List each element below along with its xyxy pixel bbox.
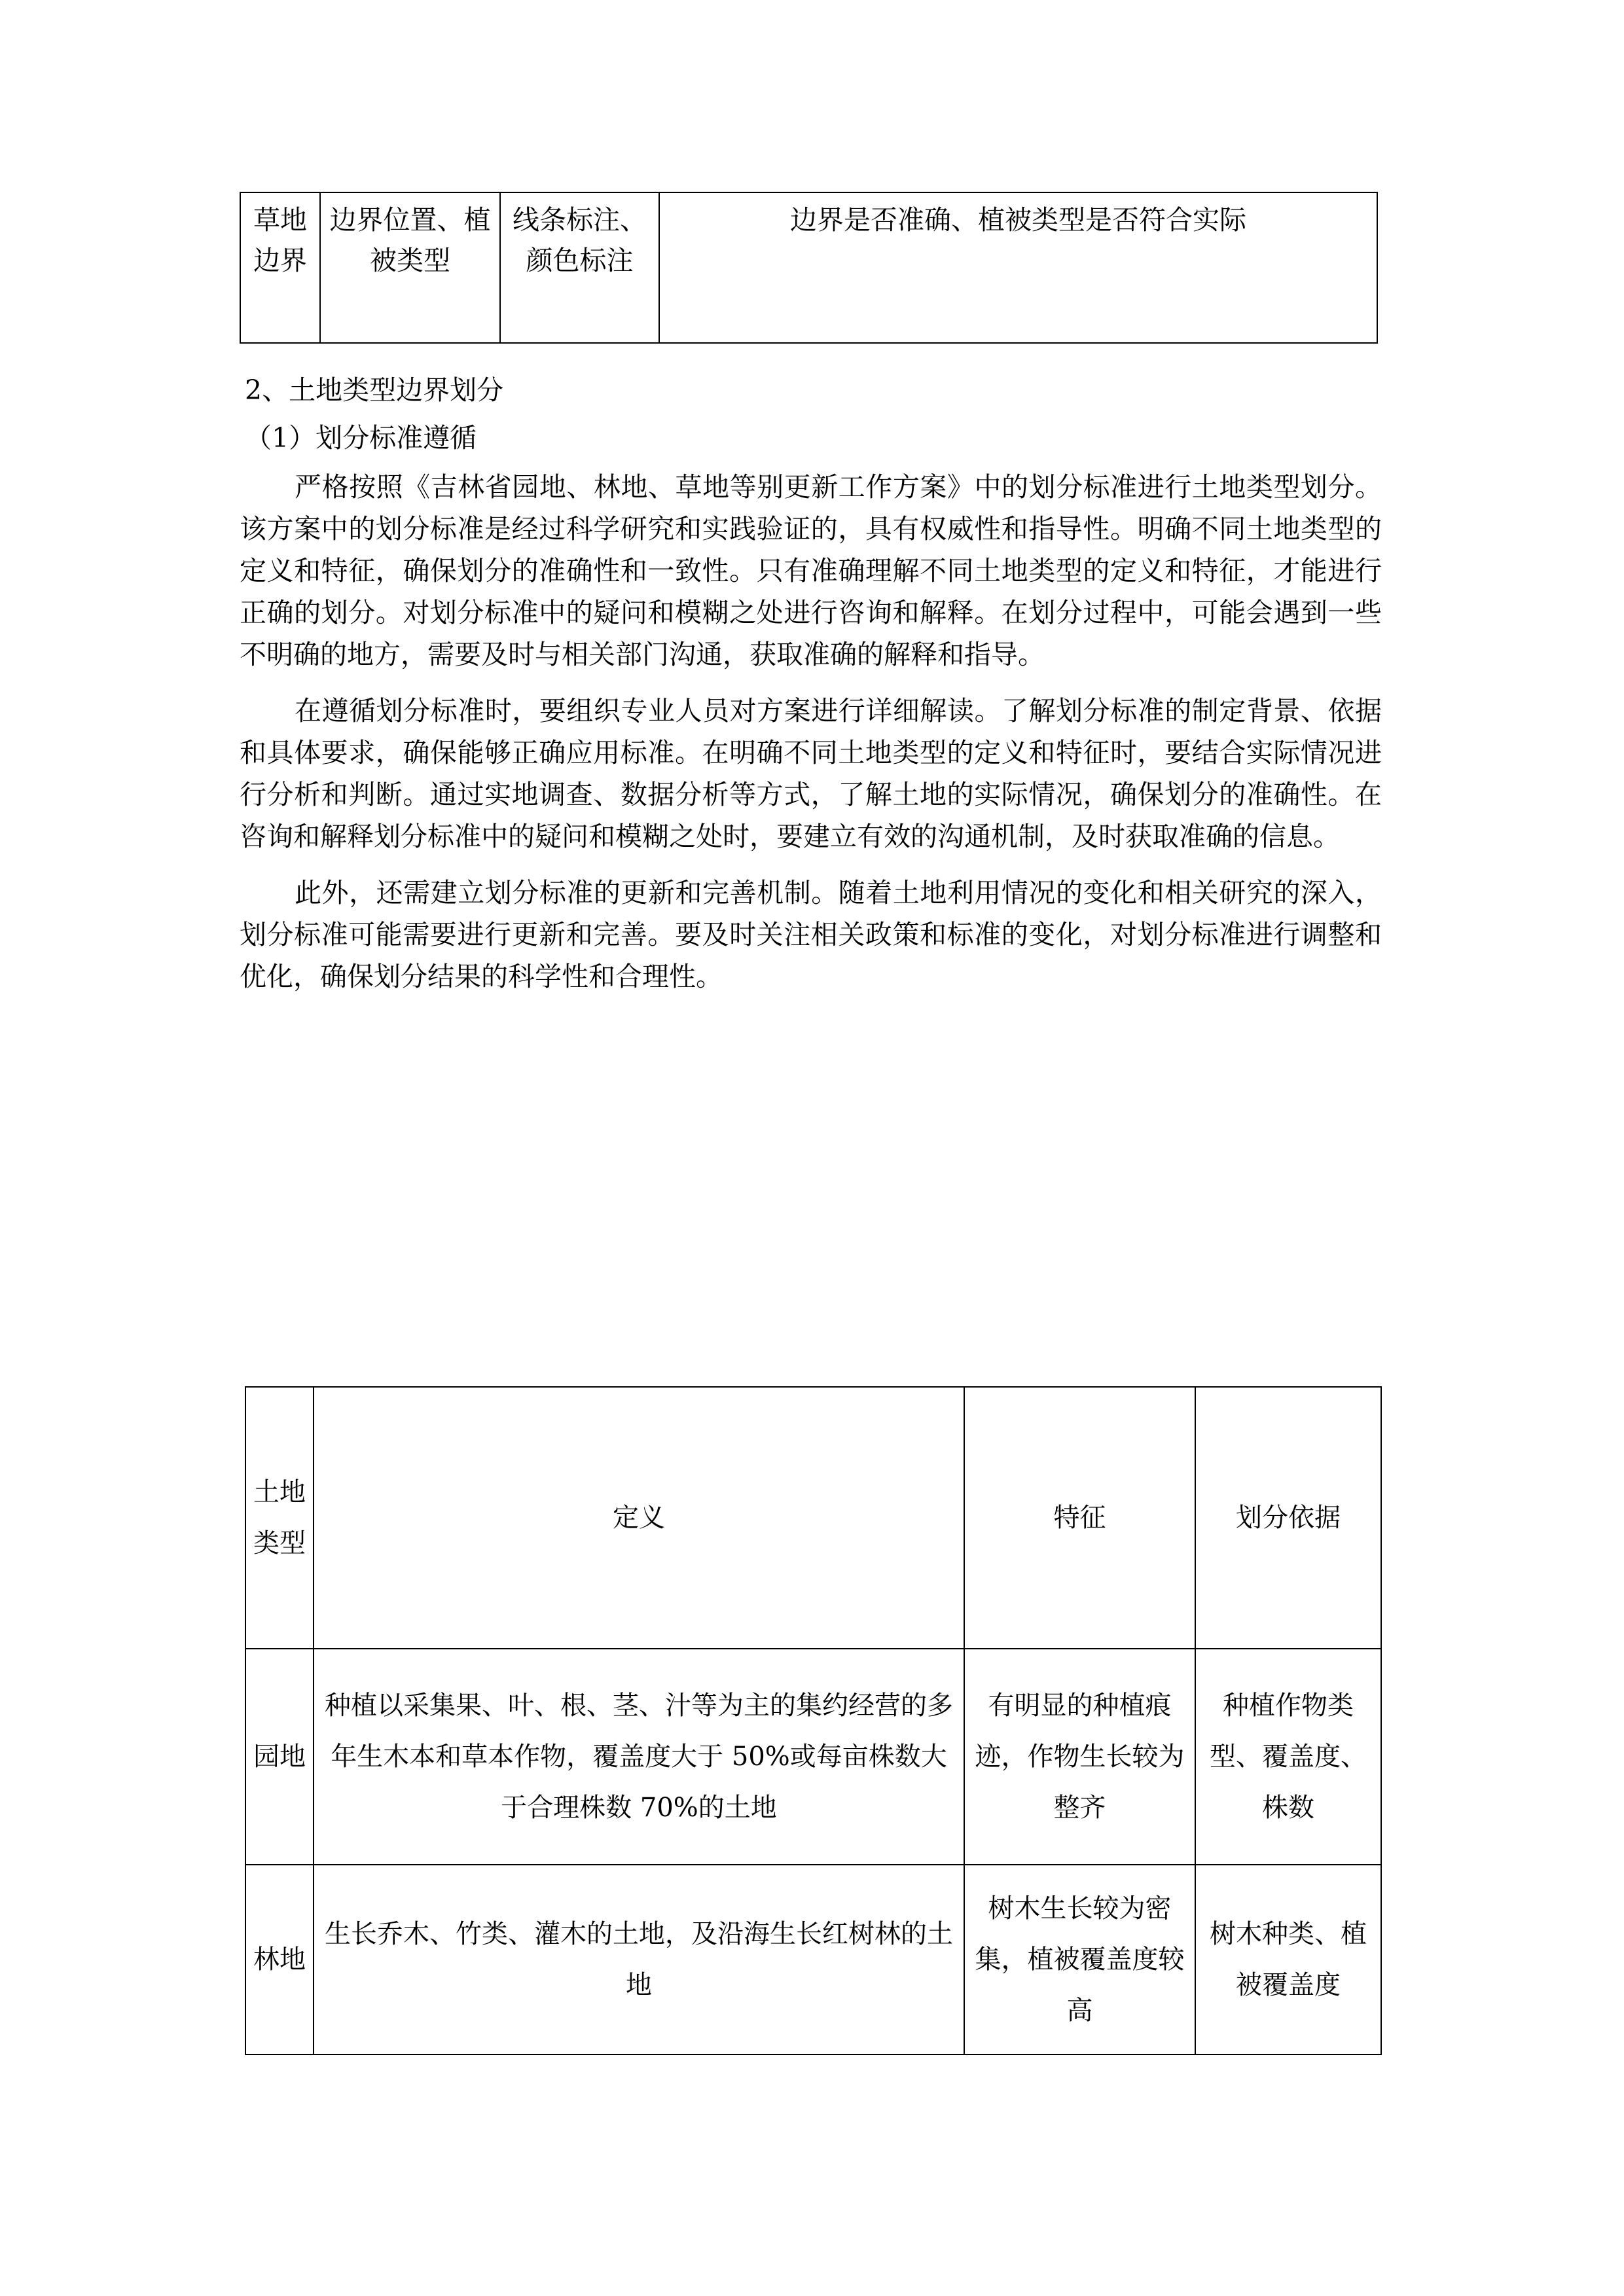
header-feature: 特征	[964, 1387, 1195, 1649]
table-row	[245, 1865, 1381, 2054]
cell-basis-lindi: 树木种类、植被覆盖度	[1195, 1865, 1381, 2054]
cell-boundary-items: 边界位置、植被类型	[320, 192, 500, 343]
cell-land-type-lindi: 林地	[245, 1865, 314, 2054]
cell-feature-yuandi: 有明显的种植痕迹，作物生长较为整齐	[964, 1649, 1195, 1865]
cell-land-type-yuandi: 园地	[245, 1649, 314, 1865]
cell-annotation-method: 线条标注、颜色标注	[500, 192, 659, 343]
table-header-row	[245, 1387, 1381, 1649]
grassland-boundary-table	[240, 192, 1378, 344]
section-heading: 2、土地类型边界划分	[245, 374, 504, 406]
paragraph-1: 严格按照《吉林省园地、林地、草地等别更新工作方案》中的划分标准进行土地类型划分。该方案中的划分标准是经过科学研究和实践验证的，具有权威性和指导性。明确不同土地类型的定义和特征，确保划分的准确性和一致性。只有准确理解不同土地类型的定义和特征，才能进行正确的划分。对划分标准中的疑问和模糊之处进行咨询和解释。在划分过程中，可能会遇到一些不明确的地方，需要及时与相关部门沟通，获取准确的解释和指导。	[240, 471, 1382, 670]
table-row	[245, 1649, 1381, 1865]
cell-definition-yuandi: 种植以采集果、叶、根、茎、汁等为主的集约经营的多年生木本和草本作物，覆盖度大于 50%或每亩株数大于合理株数 70%的土地	[314, 1649, 964, 1865]
body-content	[240, 367, 1382, 997]
table-row	[240, 192, 1377, 343]
cell-verification-criteria: 边界是否准确、植被类型是否符合实际	[659, 192, 1377, 343]
cell-land-type: 草地边界	[240, 192, 320, 343]
paragraph-2: 在遵循划分标准时，要组织专业人员对方案进行详细解读。了解划分标准的制定背景、依据和具体要求，确保能够正确应用标准。在明确不同土地类型的定义和特征时，要结合实际情况进行分析和判断。通过实地调查、数据分析等方式，了解土地的实际情况，确保划分的准确性。在咨询和解释划分标准中的疑问和模糊之处时，要建立有效的沟通机制，及时获取准确的信息。	[240, 695, 1382, 852]
cell-definition-lindi: 生长乔木、竹类、灌木的土地，及沿海生长红树林的土地	[314, 1865, 964, 2054]
cell-feature-lindi: 树木生长较为密集，植被覆盖度较高	[964, 1865, 1195, 2054]
cell-basis-yuandi: 种植作物类型、覆盖度、株数	[1195, 1649, 1381, 1865]
header-basis: 划分依据	[1195, 1387, 1381, 1649]
subsection-heading: （1）划分标准遵循	[245, 422, 477, 454]
header-land-type: 土地类型	[245, 1387, 314, 1649]
paragraph-3: 此外，还需建立划分标准的更新和完善机制。随着土地利用情况的变化和相关研究的深入，划分标准可能需要进行更新和完善。要及时关注相关政策和标准的变化，对划分标准进行调整和优化，确保划分结果的科学性和合理性。	[240, 877, 1382, 992]
header-definition: 定义	[314, 1387, 964, 1649]
land-type-definition-table	[245, 1386, 1382, 2055]
